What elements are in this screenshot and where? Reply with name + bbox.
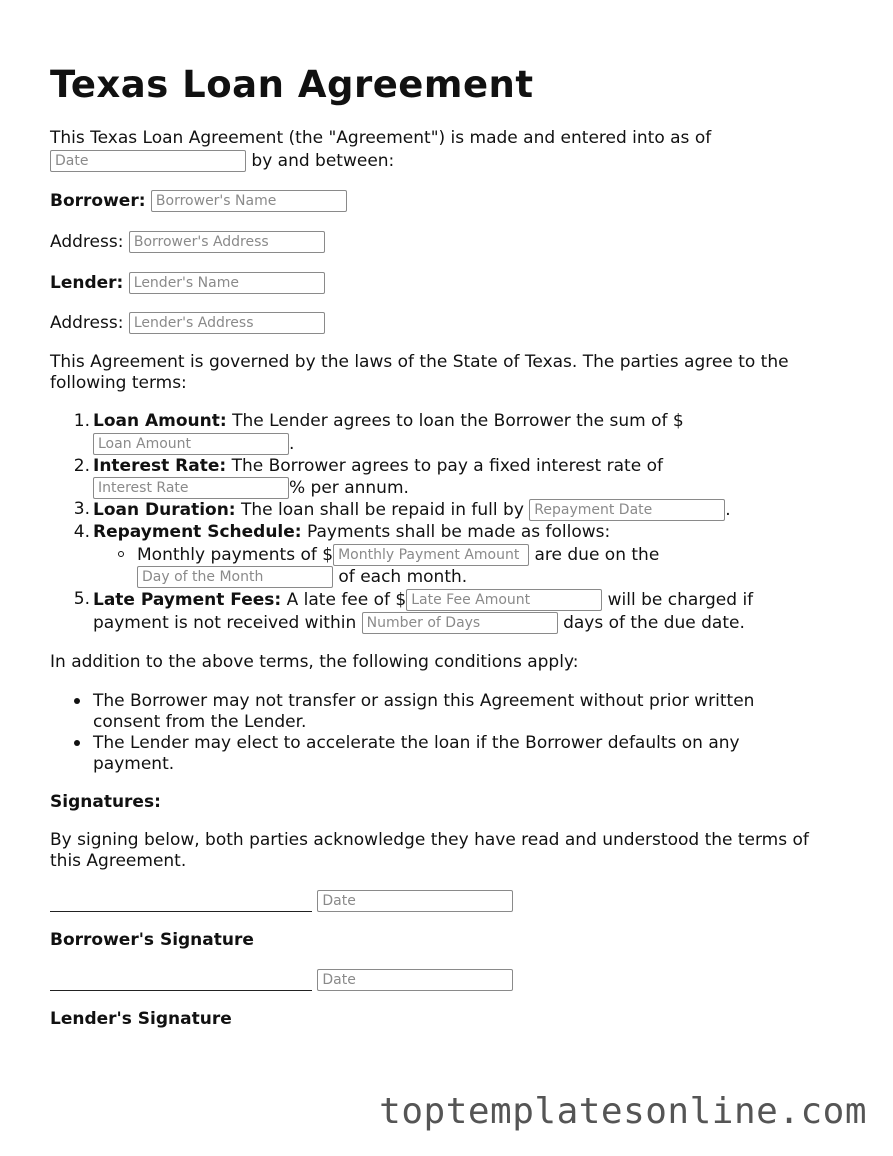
borrower-signature-label [50, 930, 254, 951]
lender-address-input[interactable] [129, 312, 325, 334]
term-number: 3. [73, 499, 90, 519]
repayment-date-input[interactable] [529, 499, 725, 521]
term-text: A late fee of $ [286, 590, 407, 610]
term-text-after: days of the due date. [563, 613, 745, 633]
conditions-intro: In addition to the above terms, the following conditions apply: [50, 652, 579, 672]
term-loan-amount-field-row [93, 433, 294, 455]
term-late-payment-line2 [93, 612, 745, 634]
bullet-icon [74, 698, 80, 704]
bullet-icon [74, 740, 80, 746]
borrower-name-input[interactable] [151, 190, 347, 212]
borrower-label: Borrower: [50, 191, 146, 211]
term-number: 1. [73, 411, 90, 431]
borrower-signature-line[interactable] [50, 893, 312, 912]
term-text-after: % per annum. [289, 478, 409, 498]
number-of-days-input[interactable] [362, 612, 558, 634]
signatures-heading [50, 792, 161, 813]
sub-item-text: Monthly payments of $ [137, 545, 334, 565]
signatures-heading-text: Signatures: [50, 792, 161, 812]
lender-address-label: Address: [50, 313, 124, 333]
borrower-signature-date-input[interactable] [317, 890, 513, 912]
condition-line: payment. [93, 754, 175, 774]
condition-line: consent from the Lender. [93, 712, 307, 732]
lender-signature-date-input[interactable] [317, 969, 513, 991]
term-text: Payments shall be made as follows: [307, 522, 611, 542]
watermark: toptemplatesonline.com [379, 1091, 867, 1132]
lender-label: Lender: [50, 273, 124, 293]
interest-rate-input[interactable] [93, 477, 289, 499]
ack-line2: this Agreement. [50, 851, 187, 871]
monthly-payment-amount-input[interactable] [333, 544, 529, 566]
lender-row [50, 272, 325, 294]
lender-signature-line[interactable] [50, 972, 312, 991]
term-text-after: . [289, 434, 295, 454]
term-text: The Lender agrees to loan the Borrower the sum of $ [232, 411, 684, 431]
sub-item-text-middle: are due on the [534, 545, 660, 565]
term-number: 5. [73, 589, 90, 609]
term-number: 2. [73, 456, 90, 476]
borrower-signature-label-text: Borrower's Signature [50, 930, 254, 950]
term-number: 4. [73, 522, 90, 542]
term-text: The loan shall be repaid in full by [241, 500, 524, 520]
page-title: Texas Loan Agreement [50, 63, 534, 106]
lender-address-row [50, 312, 325, 334]
late-fee-amount-input[interactable] [406, 589, 602, 611]
borrower-signature-row [50, 890, 513, 912]
intro-text: This Texas Loan Agreement (the "Agreement") is made and entered into as of [50, 128, 712, 148]
term-interest-rate-field-row [93, 477, 409, 499]
governing-text-line2: following terms: [50, 373, 187, 393]
sub-item-day-row [137, 566, 467, 588]
condition-line: The Borrower may not transfer or assign this Agreement without prior written [93, 691, 755, 711]
term-label: Loan Amount: [93, 411, 227, 431]
term-label: Repayment Schedule: [93, 522, 302, 542]
lender-signature-label [50, 1009, 232, 1030]
term-label: Interest Rate: [93, 456, 227, 476]
lender-signature-row [50, 969, 513, 991]
borrower-address-input[interactable] [129, 231, 325, 253]
ack-line1: By signing below, both parties acknowledge they have read and understood the terms of [50, 830, 809, 850]
agreement-date-input[interactable] [50, 150, 246, 172]
intro-text-after: by and between: [251, 151, 395, 171]
condition-line: The Lender may elect to accelerate the loan if the Borrower defaults on any [93, 733, 740, 753]
borrower-row [50, 190, 347, 212]
term-text-line2: payment is not received within [93, 613, 357, 633]
borrower-address-label: Address: [50, 232, 124, 252]
term-text-after: . [725, 500, 731, 520]
loan-amount-input[interactable] [93, 433, 289, 455]
term-text: The Borrower agrees to pay a fixed interest rate of [231, 456, 663, 476]
borrower-address-row [50, 231, 325, 253]
sub-item-text-after: of each month. [338, 567, 468, 587]
term-text-middle: will be charged if [607, 590, 754, 610]
term-label: Loan Duration: [93, 500, 236, 520]
intro-date-row [50, 150, 394, 172]
day-of-month-input[interactable] [137, 566, 333, 588]
term-label: Late Payment Fees: [93, 590, 282, 610]
lender-signature-label-text: Lender's Signature [50, 1009, 232, 1029]
governing-text-line1: This Agreement is governed by the laws of the State of Texas. The parties agree to the [50, 352, 789, 372]
circle-bullet-icon [118, 551, 124, 557]
lender-name-input[interactable] [129, 272, 325, 294]
